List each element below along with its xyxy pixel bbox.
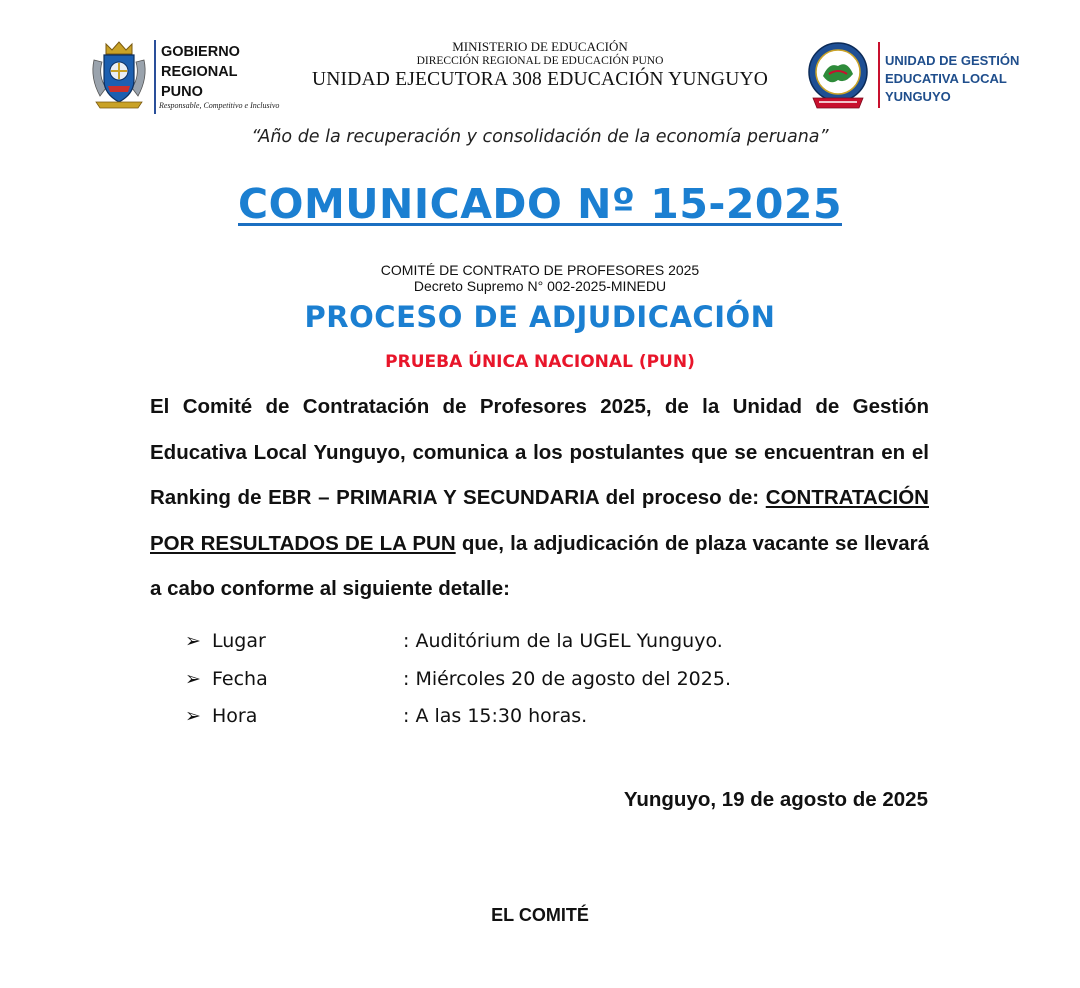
gr-name-line-2: REGIONAL [161,64,238,80]
committee-name: COMITÉ DE CONTRATO DE PROFESORES 2025 [380,262,700,278]
header-right-divider [878,42,880,108]
body-text-part-1: El Comité de Contratación de Profesores 2025, de la Unidad de Gestión Educativa Local Yunguyo, comunica a los postulantes que se encuentran en el Ranking de EBR – PRIMARIA Y SECUNDARIA del proceso de: [150,395,929,509]
detail-label: Lugar [212,630,266,652]
ugel-name [885,52,1019,106]
detail-label: Hora [212,705,258,727]
detail-value: : A las 15:30 horas. [403,705,588,727]
gr-slogan: Responsable, Competitivo e Inclusivo [159,101,280,110]
executing-unit-name: UNIDAD EJECUTORA 308 EDUCACIÓN YUNGUYO [311,69,769,90]
gobierno-regional-name [161,42,240,102]
header-center [280,40,800,92]
detail-item-hora [185,705,885,733]
gr-name-line-3: PUNO [161,84,203,100]
detail-item-lugar [185,630,885,658]
ugel-name-line-3: YUNGUYO [885,89,951,104]
ugel-name-line-1: UNIDAD DE GESTIÓN [885,53,1020,68]
regional-direction-name: DIRECCIÓN REGIONAL DE EDUCACIÓN PUNO [416,55,664,67]
detail-value: : Auditórium de la UGEL Yunguyo. [403,630,723,652]
place-and-date: Yunguyo, 19 de agosto de 2025 [623,788,928,811]
communique-title: COMUNICADO Nº 15-2025 [238,180,842,228]
detail-item-fecha [185,668,885,696]
ugel-yunguyo-logo [805,40,871,112]
signature-committee: EL COMITÉ [491,905,589,925]
detail-label: Fecha [212,668,268,690]
gobierno-regional-puno-logo [88,38,150,112]
header-left-divider [154,40,156,114]
year-motto: “Año de la recuperación y consolidación de la economía peruana” [251,127,829,147]
pun-subtitle: PRUEBA ÚNICA NACIONAL (PUN) [385,352,695,372]
arrow-bullet-icon: ➢ [185,630,201,652]
body-text-underlined: CONTRATACIÓN POR RESULTADOS DE LA PUN [150,486,929,555]
body-text-part-2: que, la adjudicación de plaza vacante se llevará a cabo conforme al siguiente detalle: [150,531,929,600]
committee-info [0,262,1080,294]
ministry-name: MINISTERIO DE EDUCACIÓN [452,39,628,54]
process-title: PROCESO DE ADJUDICACIÓN [304,300,776,334]
gr-name-line-1: GOBIERNO [161,44,240,60]
ugel-name-line-2: EDUCATIVA LOCAL [885,71,1007,86]
supreme-decree: Decreto Supremo N° 002-2025-MINEDU [413,278,667,294]
body-paragraph [150,384,929,612]
detail-value: : Miércoles 20 de agosto del 2025. [403,668,731,690]
arrow-bullet-icon: ➢ [185,705,201,727]
arrow-bullet-icon: ➢ [185,668,201,690]
communique-title-wrapper [0,180,1080,228]
